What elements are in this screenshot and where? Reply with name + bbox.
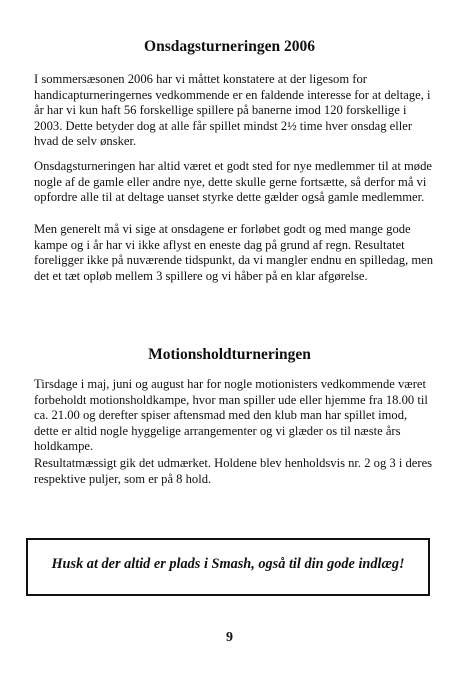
notice-box	[26, 538, 430, 596]
section-title-motionsholdturneringen: Motionsholdturneringen	[148, 346, 311, 363]
paragraph: Onsdagsturneringen har altid været et godt sted for nye medlemmer til at møde nogle af de gamle eller andre nye, dette skulle gerne fortsætte, så derfor må vi opfordre alle til at deltage uanset styrke dette gælder også gamle medlemmer.	[34, 159, 432, 205]
paragraph: Men generelt må vi sige at onsdagene er forløbet godt og med mange gode kampe og i år har vi ikke aflyst en eneste dag på grund af regn. Resultatet foreligger ikke på nuværende tidspunkt, da vi mangler endnu en spilledag, men det et tæt opløb mellem 3 spillere og vi håber på en klar afgørelse.	[34, 222, 434, 283]
paragraph: Resultatmæssigt gik det udmærket. Holdene blev henholdsvis nr. 2 og 3 i deres respektive puljer, som er på 8 hold.	[34, 456, 433, 486]
page-number: 9	[226, 630, 233, 645]
paragraph: Tirsdage i maj, juni og august har for nogle motionisters vedkommende været forbeholdt motionsholdkampe, hvor man spiller ude eller hjemme fra 18.00 til ca. 21.00 og derefter spiser aftensmad med den klub man har spillet imod, dette er altid nogle hyggelige arrangementer og vi glæder os til næste års holdkampe.	[34, 377, 428, 454]
paragraph: I sommersæsonen 2006 har vi måttet konstatere at der ligesom for handicapturneringernes vedkommende er en faldende interesse for at deltage, i år har vi kun haft 56 forskellige spillere på banerne imod 120 forskellige i 2003. Dette betyder dog at alle får spillet mindst 2½ time hver onsdag eller hvad de selv ønsker.	[34, 72, 431, 149]
notice-text: Husk at der altid er plads i Smash, også til din gode indlæg!	[51, 556, 405, 572]
section-title-onsdagsturneringen: Onsdagsturneringen 2006	[144, 38, 315, 55]
